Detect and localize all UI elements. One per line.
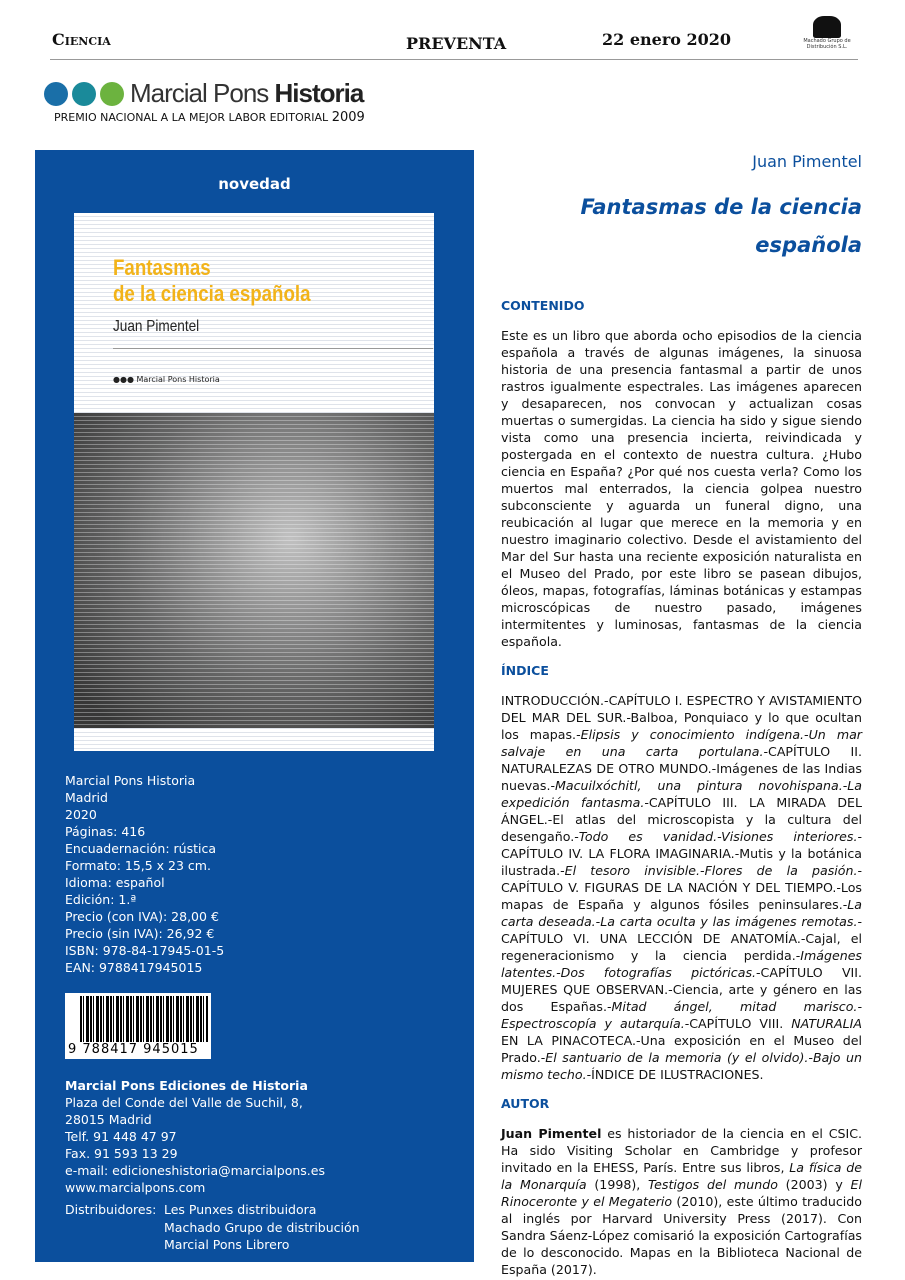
distributor-name: Les Punxes distribuidora — [164, 1202, 317, 1217]
novedad-badge: novedad — [218, 175, 291, 193]
barcode-bars — [80, 996, 208, 1042]
barcode-number: 9 788417 945015 — [68, 1042, 199, 1057]
indice-segment: Todo es vanidad.-Visiones interiores. — [578, 829, 858, 844]
indice-segment: -CAPÍTULO VIII. — [684, 1016, 792, 1031]
contact-line: Plaza del Conde del Valle de Suchil, 8, — [65, 1095, 303, 1110]
indice-segment: NATURALIA — [791, 1016, 863, 1031]
detail-line: ISBN: 978-84-17945-01-5 — [65, 943, 225, 958]
publisher-logo — [44, 78, 363, 109]
book-details — [65, 772, 224, 976]
cover-publisher: ●●● Marcial Pons Historia — [113, 375, 220, 384]
book-title: Fantasmas de la ciencia española — [580, 195, 862, 257]
indice-segment: -CAPÍTULO VI. UNA LECCIÓN DE ANATOMÍA.-Cajal, el regeneracionismo y la ciencia perdida.- — [501, 914, 862, 963]
status-label: PREVENTA — [406, 34, 507, 53]
publisher-contact — [65, 1077, 325, 1196]
header-divider — [50, 59, 858, 60]
detail-line: EAN: 9788417945015 — [65, 960, 203, 975]
detail-line: Encuadernación: rústica — [65, 841, 216, 856]
cover-publisher-name: Marcial Pons Historia — [136, 375, 220, 384]
contact-line: 28015 Madrid — [65, 1112, 152, 1127]
logo-name-bold: Historia — [274, 78, 364, 108]
autor-segment: (1998), — [586, 1177, 649, 1192]
hat-icon — [813, 16, 841, 38]
detail-line: Páginas: 416 — [65, 824, 146, 839]
autor-segment: La física de la Monarquía — [501, 1160, 862, 1192]
distributor-logo-text: Machado Grupo de Distribución S.L. — [803, 38, 851, 50]
detail-line: Precio (sin IVA): 26,92 € — [65, 926, 215, 941]
section-autor — [501, 1096, 862, 1278]
award-text: PREMIO NACIONAL A LA MEJOR LABOR EDITORIAL — [54, 111, 332, 124]
indice-segment: -CAPÍTULO II. NATURALEZAS DE OTRO MUNDO.-Imágenes de las Indias nuevas.- — [501, 744, 862, 793]
indice-segment: EN LA PINACOTECA.-Una exposición en el Museo del Prado.- — [501, 1033, 862, 1065]
book-info-panel — [35, 150, 474, 1262]
distributor-logo — [796, 16, 858, 50]
distributors — [65, 1201, 360, 1254]
detail-line: Precio (con IVA): 28,00 € — [65, 909, 219, 924]
logo-dot-icon — [44, 82, 68, 106]
barcode — [65, 993, 211, 1059]
indice-segment: Elipsis y conocimiento indígena.-Un mar salvaje en una carta portulana. — [501, 727, 862, 759]
indice-segment: -CAPÍTULO IV. LA FLORA IMAGINARIA.-Mutis y la botánica ilustrada.- — [501, 829, 862, 878]
distributor-name: Marcial Pons Librero — [164, 1237, 290, 1252]
indice-segment: Macuilxóchitl, una pintura novohispana.-La expedición fantasma. — [501, 778, 862, 810]
logo-name: Marcial Pons — [130, 78, 275, 108]
cover-divider — [113, 348, 433, 349]
contact-name: Marcial Pons Ediciones de Historia — [65, 1078, 308, 1093]
indice-segment: El santuario de la memoria (y el olvido).-Bajo un mismo techo. — [501, 1050, 862, 1082]
logo-dot-icon — [100, 82, 124, 106]
indice-segment: -CAPÍTULO VII. MUJERES QUE OBSERVAN.-Ciencia, arte y género en las dos Españas.- — [501, 965, 862, 1014]
book-author: Juan Pimentel — [752, 152, 862, 171]
award-year: 2009 — [331, 110, 365, 125]
indice-segment: Imágenes latentes.-Dos fotografías pictóricas. — [501, 948, 862, 980]
indice-text — [501, 692, 862, 1083]
detail-line: Formato: 15,5 x 23 cm. — [65, 858, 211, 873]
detail-line: Marcial Pons Historia — [65, 773, 196, 788]
cover-author: Juan Pimentel — [113, 318, 200, 335]
detail-line: 2020 — [65, 807, 97, 822]
cover-photo — [74, 413, 434, 728]
distributors-label: Distribuidores: — [65, 1202, 157, 1217]
section-heading: ÍNDICE — [501, 663, 549, 678]
section-heading: AUTOR — [501, 1096, 550, 1111]
cover-title-2: de la ciencia española — [113, 281, 311, 306]
distributor-name: Machado Grupo de distribución — [164, 1219, 360, 1235]
autor-segment: El Rinoceronte y el Megaterio — [501, 1177, 863, 1209]
section-contenido — [501, 298, 862, 650]
indice-segment: INTRODUCCIÓN.-CAPÍTULO I. ESPECTRO Y AVISTAMIENTO DEL MAR DEL SUR.-Balboa, Ponquiaco y lo que ocultan los mapas.- — [501, 693, 862, 742]
contact-line: Telf. 91 448 47 97 — [65, 1129, 177, 1144]
section-heading: CONTENIDO — [501, 298, 585, 313]
indice-segment: El tesoro invisible.-Flores de la pasión. — [564, 863, 858, 878]
detail-line: Idioma: español — [65, 875, 165, 890]
indice-segment: -ÍNDICE DE ILUSTRACIONES. — [586, 1067, 764, 1082]
contact-line: e-mail: edicioneshistoria@marcialpons.es — [65, 1163, 325, 1178]
indice-segment: -CAPÍTULO V. FIGURAS DE LA NACIÓN Y DEL TIEMPO.-Los mapas de España y algunos fósiles peninsulares.- — [501, 863, 862, 912]
autor-segment: Testigos del mundo — [648, 1177, 778, 1192]
logo-dot-icon — [72, 82, 96, 106]
detail-line: Edición: 1.ª — [65, 892, 137, 907]
autor-segment: (2003) y — [777, 1177, 851, 1192]
contact-line: www.marcialpons.com — [65, 1180, 206, 1195]
book-cover — [74, 213, 434, 751]
indice-segment: Mitad ángel, mitad marisco.-Espectroscopía y autarquía. — [501, 999, 862, 1031]
category-label: Ciencia — [52, 30, 111, 49]
indice-segment: -CAPÍTULO III. LA MIRADA DEL ÁNGEL.-El atlas del microscopista y la cultura del desengaño.- — [501, 795, 862, 844]
contenido-text: Este es un libro que aborda ocho episodios de la ciencia española a través de algunas imágenes, la sinuosa historia de una presencia fantasmal a partir de unos rastros igualmente espectrales. Las imágenes aparecen y desaparecen, nos convocan y actualizan cosas muertas o sumergidas. La ciencia ha sido y sigue siendo vista como una presencia incierta, reivindicada y postergada en el contexto de nuestra cultura. ¿Hubo ciencia en España? ¿Por qué nos cuesta verla? Como los muertos mal enterrados, la ciencia golpea nuestro subconsciente y aguarda un funeral digno, una reubicación al lugar que merece en la memoria y en nuestro imaginario colectivo. Desde el avistamiento del Mar del Sur hasta una reciente exposición naturalista en el Museo del Prado, por este libro se pasean dibujos, óleos, mapas, fotografías, láminas botánicas y estampas microscópicas de nuestro pasado, imágenes intermitentes y luminosas, fantasmas de la ciencia española. — [501, 328, 862, 649]
date-label: 22 enero 2020 — [602, 30, 732, 49]
detail-line: Madrid — [65, 790, 108, 805]
autor-text — [501, 1125, 862, 1278]
autor-segment: (2010), este último traducido al inglés por Harvard University Press (2017). Con Sandra Sáenz-López comisarió la exposición Cartografías de lo desconocido. Mapas en la Biblioteca Nacional de España (2017). — [501, 1194, 863, 1277]
autor-segment: Juan Pimentel — [501, 1126, 602, 1141]
section-indice — [501, 663, 862, 1083]
autor-segment: es historiador de la ciencia en el CSIC. Ha sido Visiting Scholar en Cambridge y profesor invitado en la EHESS, París. Entre sus libros, — [501, 1126, 862, 1175]
cover-title-1: Fantasmas — [113, 255, 211, 280]
contact-line: Fax. 91 593 13 29 — [65, 1146, 178, 1161]
indice-segment: La carta deseada.-La carta oculta y las imágenes remotas. — [501, 897, 862, 929]
